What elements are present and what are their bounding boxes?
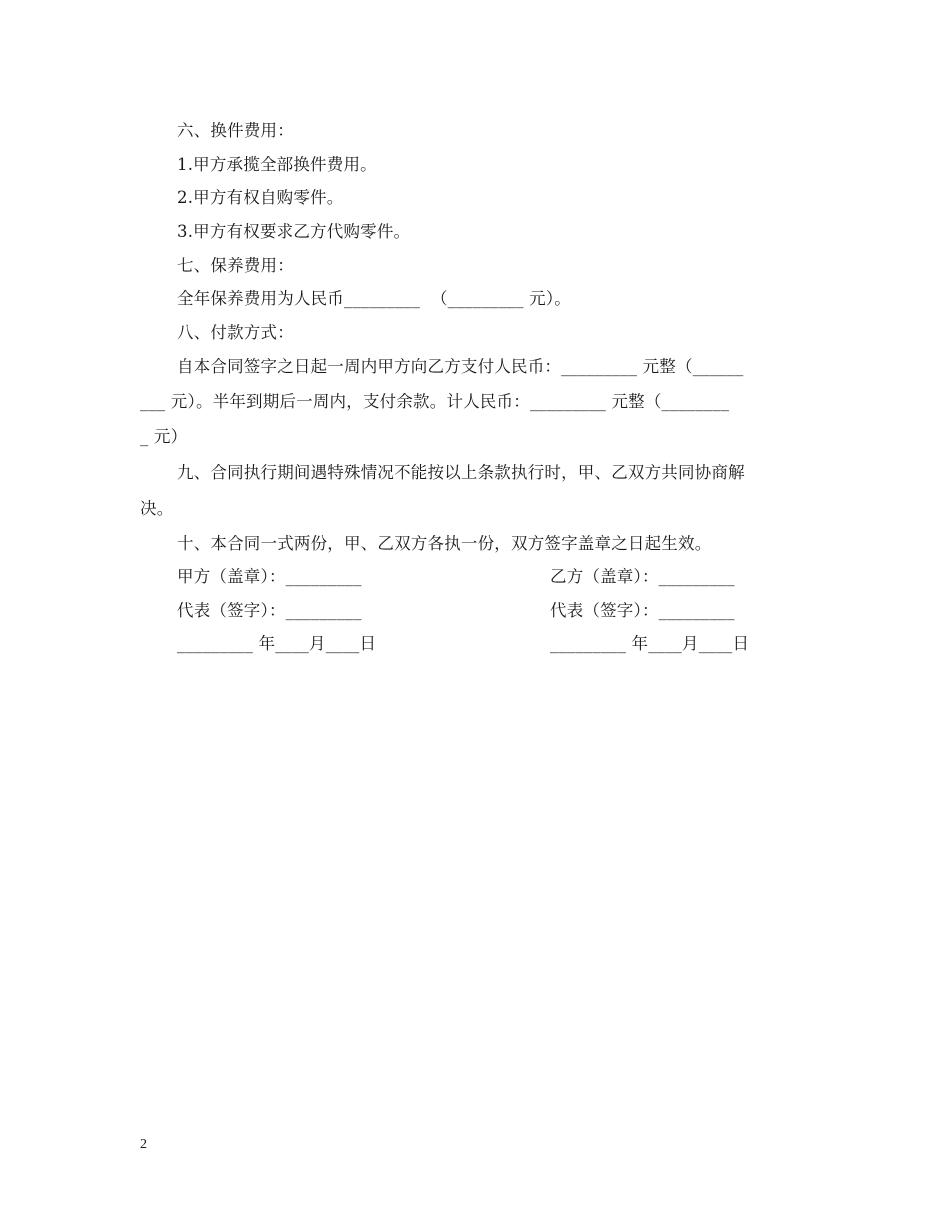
section-8-line-3: _ 元） — [140, 427, 188, 446]
section-6-item-2: 2.甲方有权自购零件。 — [177, 188, 344, 207]
section-7-heading: 七、保养费用： — [177, 256, 294, 275]
party-b-representative: 代表（签字）：_________ — [550, 601, 735, 620]
party-b-date: _________ 年____月____日 — [550, 634, 750, 653]
section-10: 十、本合同一式两份，甲、乙双方各执一份，双方签字盖章之日起生效。 — [177, 534, 712, 553]
party-a-representative: 代表（签字）：_________ — [177, 601, 362, 620]
section-6-item-1: 1.甲方承揽全部换件费用。 — [177, 155, 377, 174]
section-9-line-2: 决。 — [140, 499, 174, 518]
section-8-line-2: ___ 元）。半年到期后一周内，支付余款。计人民币：_________ 元整（________ — [140, 392, 730, 411]
section-9-line-1: 九、合同执行期间遇特殊情况不能按以上条款执行时，甲、乙双方共同协商解 — [177, 463, 745, 482]
page-number: 2 — [140, 1137, 147, 1152]
section-7-body: 全年保养费用为人民币_________ （_________ 元）。 — [177, 289, 571, 308]
section-8-heading: 八、付款方式： — [177, 323, 294, 342]
party-a-date: _________ 年____月____日 — [177, 634, 377, 653]
party-b-seal: 乙方（盖章）：_________ — [550, 567, 735, 586]
section-6-item-3: 3.甲方有权要求乙方代购零件。 — [177, 222, 411, 241]
section-8-line-1: 自本合同签字之日起一周内甲方向乙方支付人民币：_________ 元整（______ — [177, 357, 744, 376]
party-a-seal: 甲方（盖章）：_________ — [177, 567, 362, 586]
section-6-heading: 六、换件费用： — [177, 121, 294, 140]
